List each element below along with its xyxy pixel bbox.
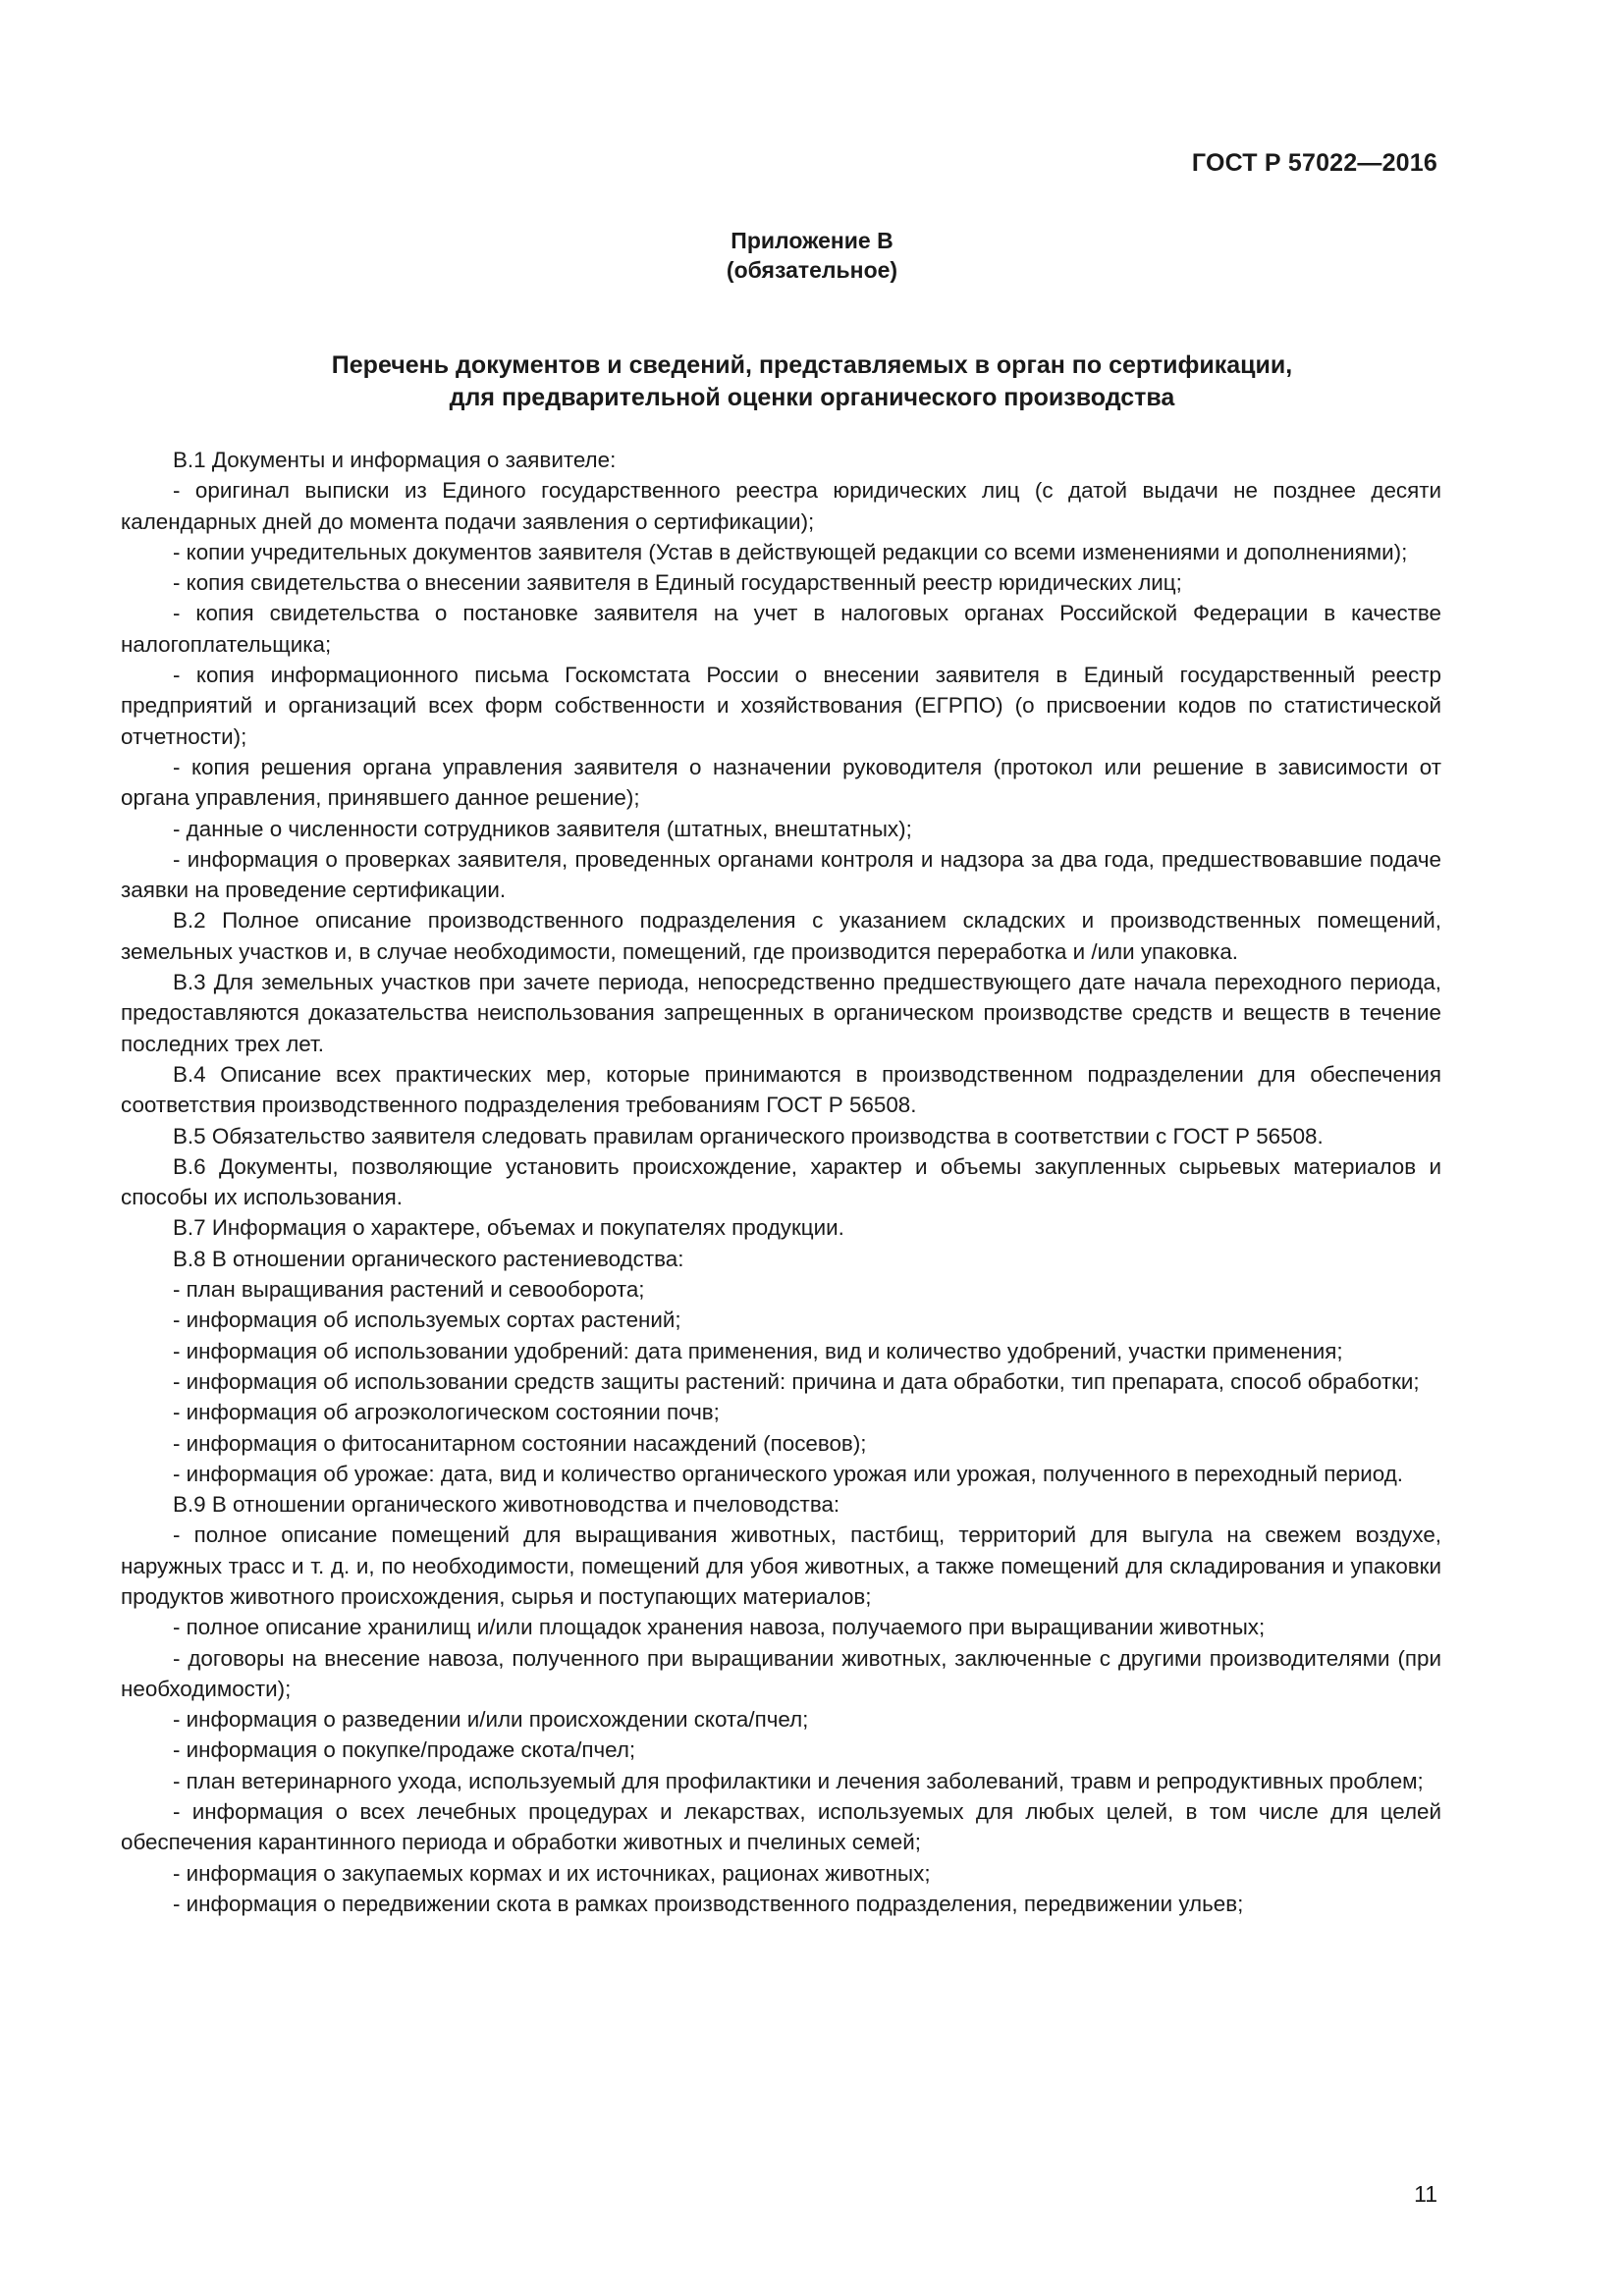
list-item: - информация о закупаемых кормах и их источниках, рационах животных; — [173, 1860, 931, 1886]
appendix-label: Приложение В — [731, 228, 893, 253]
list-item: - информация об использовании средств защиты растений: причина и дата обработки, тип препарата, способ обработки; — [173, 1368, 1420, 1394]
list-item: - копия свидетельства о внесении заявителя в Единый государственный реестр юридических лиц; — [173, 570, 1182, 596]
paragraph: В.2 Полное описание производственного подразделения с указанием складских и производственных помещений, земельных участков и, в случае необходимости, помещений, где производится переработка и /или упаковка. — [121, 908, 1441, 964]
paragraph: В.1 Документы и информация о заявителе: — [173, 448, 617, 472]
list-item: - полное описание хранилищ и/или площадок хранения навоза, получаемого при выращивании животных; — [173, 1615, 1266, 1640]
paragraph: В.5 Обязательство заявителя следовать правилам органического производства в соответствии с ГОСТ Р 56508. — [173, 1123, 1324, 1148]
list-item: - договоры на внесение навоза, полученного при выращивании животных, заключенные с другими производителями (при необходимости); — [121, 1645, 1441, 1701]
paragraph: В.3 Для земельных участков при зачете периода, непосредственно предшествующего дате начала переходного периода, предоставляются доказательства неиспользования запрещенных в органическом производстве средств и веществ в течение последних трех лет. — [121, 970, 1441, 1056]
list-item: - информация об использовании удобрений: дата применения, вид и количество удобрений, участки применения; — [173, 1338, 1343, 1363]
list-item: - копии учредительных документов заявителя (Устав в действующей редакции со всеми изменениями и дополнениями); — [173, 539, 1408, 564]
list-item: - данные о численности сотрудников заявителя (штатных, внештатных); — [173, 816, 912, 841]
list-item: - информация об используемых сортах растений; — [173, 1308, 681, 1333]
section-title-line: для предварительной оценки органического производства — [449, 384, 1175, 411]
list-item: - информация о передвижении скота в рамках производственного подразделения, передвижении ульев; — [173, 1891, 1244, 1916]
list-item: - информация о покупке/продаже скота/пчел; — [173, 1737, 636, 1763]
document-body — [121, 445, 1441, 1919]
list-item: - информация об урожае: дата, вид и количество органического урожая или урожая, полученного в переходный период. — [173, 1461, 1403, 1486]
list-item: - план ветеринарного ухода, используемый для профилактики и лечения заболеваний, травм и репродуктивных проблем; — [173, 1768, 1424, 1793]
list-item: - информация об агроэкологическом состоянии почв; — [173, 1400, 720, 1425]
list-item: - информация о всех лечебных процедурах и лекарствах, используемых для любых целей, в том числе для целей обеспечения карантинного периода и обработки животных и пчелиных семей; — [121, 1799, 1441, 1855]
paragraph: В.9 В отношении органического животноводства и пчеловодства: — [173, 1492, 840, 1518]
list-item: - информация о проверках заявителя, проведенных органами контроля и надзора за два года, предшествовавшие подаче заявки на проведение сертификации. — [121, 846, 1441, 903]
list-item: - информация о разведении и/или происхождении скота/пчел; — [173, 1707, 809, 1733]
section-title-line: Перечень документов и сведений, представляемых в орган по сертификации, — [331, 351, 1293, 379]
paragraph: В.4 Описание всех практических мер, которые принимаются в производственном подразделении для обеспечения соответствия производственного подразделения требованиям ГОСТ Р 56508. — [121, 1061, 1441, 1118]
list-item: - оригинал выписки из Единого государственного реестра юридических лиц (с датой выдачи не позднее десяти календарных дней до момента подачи заявления о сертификации); — [121, 478, 1441, 534]
list-item: - копия информационного письма Госкомстата России о внесении заявителя в Единый государственный реестр предприятий и организаций всех форм собственности и хозяйствования (ЕГРПО) (о присвоении кодов по статистической отчетности); — [121, 663, 1441, 749]
appendix-status: (обязательное) — [726, 257, 898, 283]
list-item: - информация о фитосанитарном состоянии насаждений (посевов); — [173, 1430, 867, 1456]
page-number: 11 — [1414, 2181, 1437, 2207]
paragraph: В.8 В отношении органического растениеводства: — [173, 1246, 684, 1271]
list-item: - полное описание помещений для выращивания животных, пастбищ, территорий для выгула на свежем воздухе, наружных трасс и т. д. и, по необходимости, помещений для убоя животных, а также помещений для складирования и упаковки продуктов животного происхождения, сырья и поступающих материалов; — [121, 1522, 1441, 1609]
paragraph: В.6 Документы, позволяющие установить происхождение, характер и объемы закупленных сырьевых материалов и способы их использования. — [121, 1153, 1441, 1210]
list-item: - план выращивания растений и севооборота; — [173, 1277, 645, 1303]
document-code: ГОСТ Р 57022—2016 — [1191, 149, 1437, 177]
section-title — [0, 349, 1624, 414]
appendix-heading — [0, 226, 1624, 285]
list-item: - копия решения органа управления заявителя о назначении руководителя (протокол или решение в зависимости от органа управления, принявшего данное решение); — [121, 754, 1441, 811]
paragraph: В.7 Информация о характере, объемах и покупателях продукции. — [173, 1215, 844, 1241]
list-item: - копия свидетельства о постановке заявителя на учет в налоговых органах Российской Федерации в качестве налогоплательщика; — [121, 601, 1441, 657]
